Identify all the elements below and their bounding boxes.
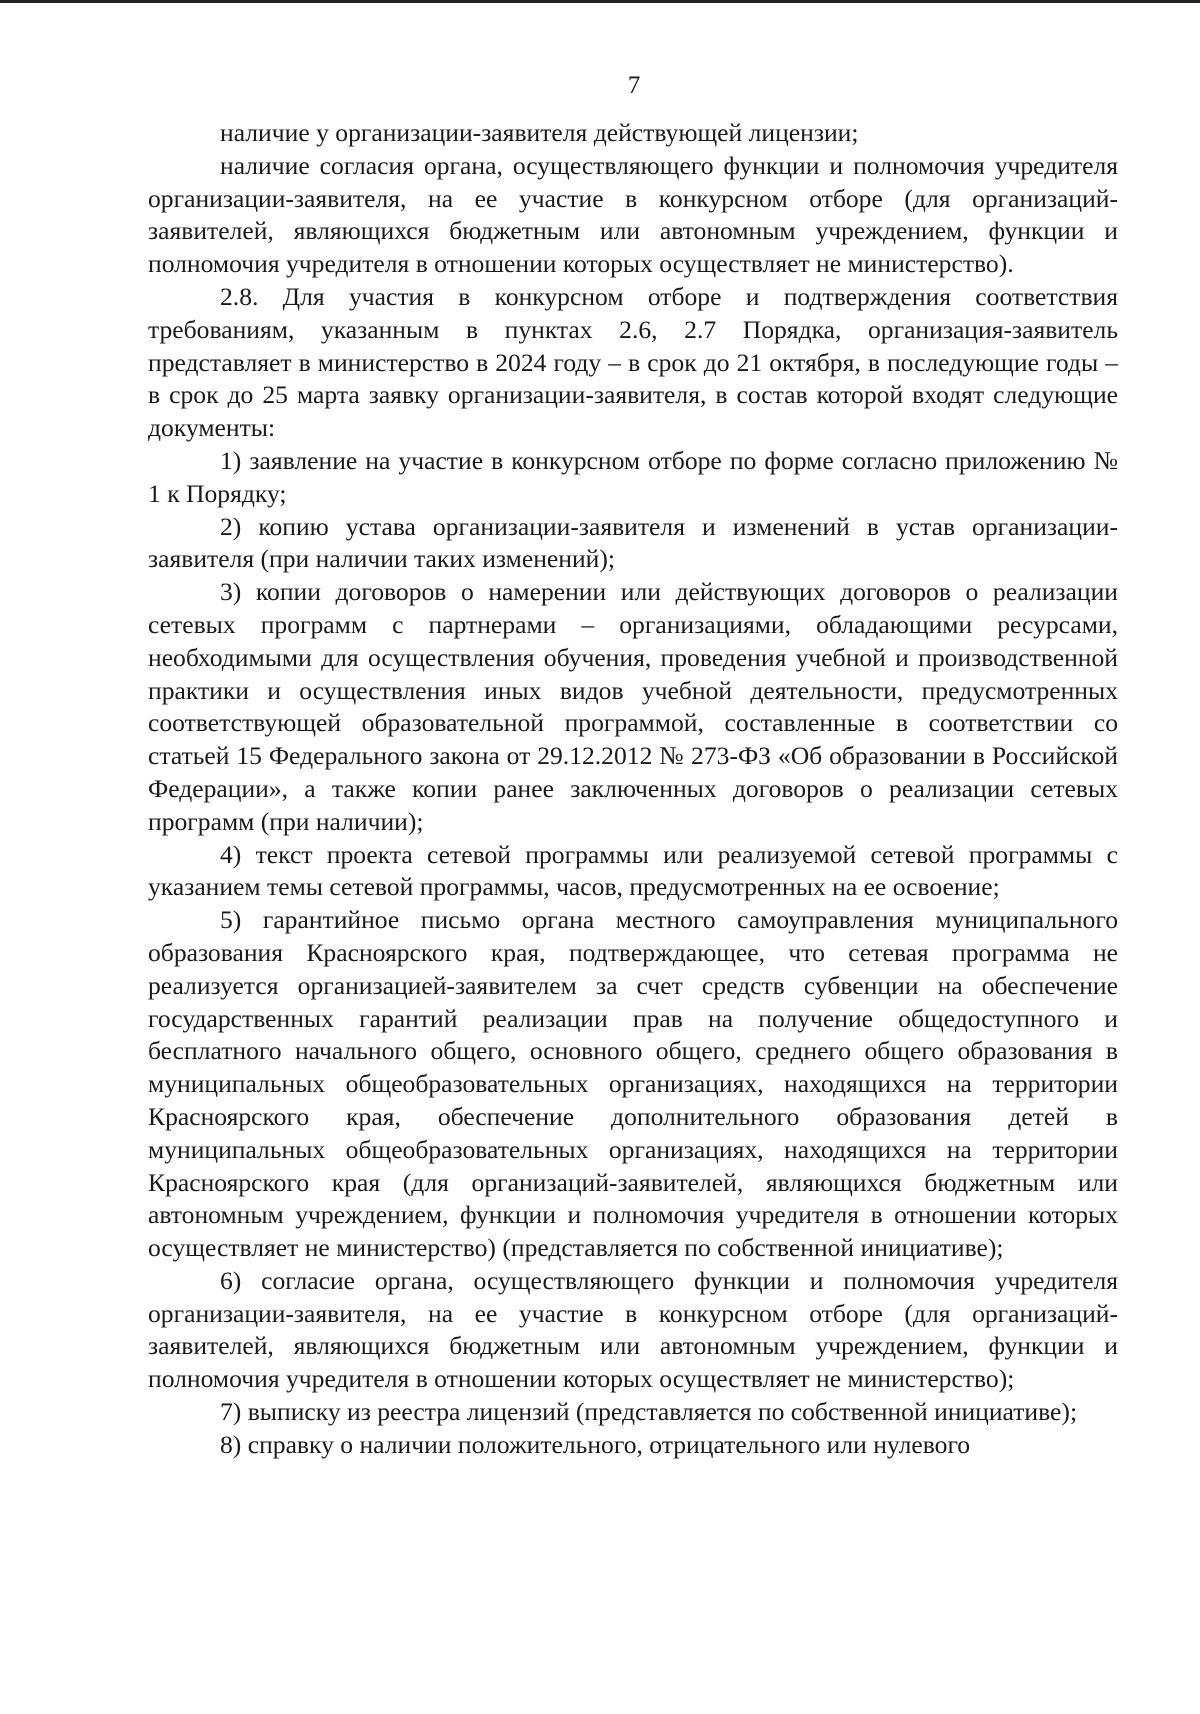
list-item-2: 2) копию устава организации-заявителя и изменений в устав организации-заявителя (при наличии таких изменений);	[148, 511, 1118, 574]
list-item-6: 6) согласие органа, осуществляющего функции и полномочия учредителя организации-заявителя, на ее участие в конкурсном отборе (для организаций-заявителей, являющихся бюджетным или автономным учреждением, функции и полномочия учредителя в отношении которых осуществляет не министерство);	[148, 1265, 1118, 1394]
paragraph-founder-consent: наличие согласия органа, осуществляющего функции и полномочия учредителя организации-заявителя, на ее участие в конкурсном отборе (для организаций-заявителей, являющихся бюджетным или автономным учреждением, функции и полномочия учредителя в отношении которых осуществляет не министерство).	[148, 150, 1118, 279]
list-item-5: 5) гарантийное письмо органа местного самоуправления муниципального образования Красноярского края, подтверждающее, что сетевая программа не реализуется организацией-заявителем за счет средств субвенции на обеспечение государственных гарантий реализации прав на получение общедоступного и бесплатного начального общего, основного общего, среднего общего образования в муниципальных общеобразовательных организациях, находящихся на территории Красноярского края, обеспечение дополнительного образования детей в муниципальных общеобразовательных организациях, находящихся на территории Красноярского края (для организаций-заявителей, являющихся бюджетным или автономным учреждением, функции и полномочия учредителя в отношении которых осуществляет не министерство) (представляется по собственной инициативе);	[148, 905, 1118, 1263]
page-number: 7	[627, 72, 641, 99]
paragraph-license: наличие у организации-заявителя действующей лицензии;	[220, 118, 859, 147]
page-top-border	[0, 0, 1200, 3]
list-item-1: 1) заявление на участие в конкурсном отборе по форме согласно приложению № 1 к Порядку;	[148, 445, 1118, 508]
list-item-4: 4) текст проекта сетевой программы или реализуемой сетевой программы с указанием темы сетевой программы, часов, предусмотренных на ее освоение;	[148, 839, 1118, 902]
list-item-7: 7) выписку из реестра лицензий (представляется по собственной инициативе);	[220, 1397, 1078, 1427]
list-item-3: 3) копии договоров о намерении или действующих договоров о реализации сетевых программ с партнерами – организациями, обладающими ресурсами, необходимыми для осуществления обучения, проведения учебной и производственной практики и осуществления иных видов учебной деятельности, предусмотренных соответствующей образовательной программой, составленные в соответствии со статьей 15 Федерального закона от 29.12.2012 № 273-ФЗ «Об образовании в Российской Федерации», а также копии ранее заключенных договоров о реализации сетевых программ (при наличии);	[148, 577, 1118, 836]
list-item-8: 8) справку о наличии положительного, отрицательного или нулевого	[220, 1429, 971, 1459]
paragraph-2-8: 2.8. Для участия в конкурсном отборе и подтверждения соответствия требованиям, указанным в пунктах 2.6, 2.7 Порядка, организация-заявитель представляет в министерство в 2024 году – в срок до 21 октября, в последующие годы – в срок до 25 марта заявку организации-заявителя, в состав которой входят следующие документы:	[148, 281, 1118, 443]
document-body	[148, 117, 1118, 1462]
